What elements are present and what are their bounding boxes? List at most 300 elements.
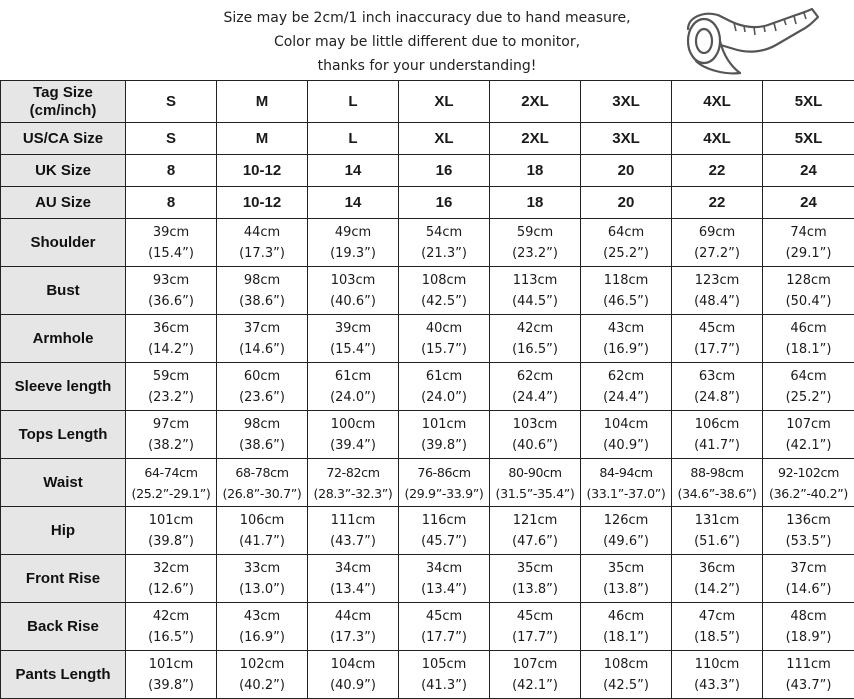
notice-line: Size may be 2cm/1 inch inaccuracy due to hand measure,: [180, 6, 674, 30]
notice-text: [180, 6, 674, 78]
measurement-cell: [399, 363, 490, 411]
size-cell: 10-12: [217, 155, 308, 187]
measurement-cell: [308, 411, 399, 459]
measurement-cell: [581, 267, 672, 315]
inch-value: (28.3”-32.3”): [308, 483, 398, 504]
measurement-cell: [126, 363, 217, 411]
inch-value: (29.9”-33.9”): [399, 483, 489, 504]
inch-value: (16.9”): [581, 339, 671, 360]
measurement-cell: [763, 555, 854, 603]
inch-value: (34.6”-38.6”): [672, 483, 762, 504]
measurement-cell: [581, 315, 672, 363]
size-cell: 14: [308, 187, 399, 219]
cm-value: 44cm: [217, 222, 307, 243]
cm-value: 64-74cm: [126, 462, 216, 483]
measurement-cell: [672, 603, 763, 651]
cm-value: 54cm: [399, 222, 489, 243]
inch-value: (23.6”): [217, 387, 307, 408]
measurement-cell: [399, 315, 490, 363]
measurement-cell: [308, 459, 399, 507]
inch-value: (39.4”): [308, 435, 398, 456]
size-cell: M: [217, 123, 308, 155]
cm-value: 43cm: [217, 606, 307, 627]
cm-value: 108cm: [581, 654, 671, 675]
measurement-cell: [217, 651, 308, 699]
inch-value: (25.2”-29.1”): [126, 483, 216, 504]
inch-value: (40.9”): [581, 435, 671, 456]
measurement-cell: [490, 555, 581, 603]
cm-value: 107cm: [763, 414, 854, 435]
inch-value: (13.4”): [308, 579, 398, 600]
inch-value: (19.3”): [308, 243, 398, 264]
measurement-cell: [217, 219, 308, 267]
inch-value: (39.8”): [126, 675, 216, 696]
inch-value: (40.9”): [308, 675, 398, 696]
cm-value: 101cm: [126, 510, 216, 531]
measurement-cell: [581, 411, 672, 459]
measurement-label: Waist: [1, 459, 126, 507]
size-cell: 24: [763, 187, 854, 219]
measurement-cell: [126, 651, 217, 699]
cm-value: 37cm: [217, 318, 307, 339]
measurement-cell: [581, 603, 672, 651]
inch-value: (23.2”): [490, 243, 580, 264]
size-cell: M: [217, 81, 308, 123]
cm-value: 97cm: [126, 414, 216, 435]
inch-value: (27.2”): [672, 243, 762, 264]
measurement-cell: [217, 459, 308, 507]
measurement-cell: [672, 411, 763, 459]
cm-value: 64cm: [581, 222, 671, 243]
cm-value: 101cm: [399, 414, 489, 435]
size-cell: 14: [308, 155, 399, 187]
measurement-cell: [672, 315, 763, 363]
measurement-cell: [217, 363, 308, 411]
inch-value: (31.5”-35.4”): [490, 483, 580, 504]
cm-value: 116cm: [399, 510, 489, 531]
notice-line: Color may be little different due to monitor,: [180, 30, 674, 54]
size-cell: 4XL: [672, 123, 763, 155]
measurement-cell: [763, 507, 854, 555]
inch-value: (14.6”): [763, 579, 854, 600]
cm-value: 37cm: [763, 558, 854, 579]
measurement-cell: [490, 363, 581, 411]
inch-value: (45.7”): [399, 531, 489, 552]
cm-value: 49cm: [308, 222, 398, 243]
cm-value: 104cm: [308, 654, 398, 675]
cm-value: 42cm: [126, 606, 216, 627]
measurement-cell: [581, 555, 672, 603]
inch-value: (13.4”): [399, 579, 489, 600]
cm-value: 121cm: [490, 510, 580, 531]
size-cell: 20: [581, 187, 672, 219]
measurement-row: [1, 555, 854, 603]
inch-value: (38.6”): [217, 435, 307, 456]
inch-value: (41.7”): [672, 435, 762, 456]
inch-value: (18.1”): [581, 627, 671, 648]
inch-value: (25.2”): [763, 387, 854, 408]
inch-value: (26.8”-30.7”): [217, 483, 307, 504]
inch-value: (18.5”): [672, 627, 762, 648]
inch-value: (17.7”): [672, 339, 762, 360]
measurement-cell: [308, 363, 399, 411]
cm-value: 43cm: [581, 318, 671, 339]
measurement-cell: [763, 459, 854, 507]
measurement-label: Hip: [1, 507, 126, 555]
measurement-cell: [490, 411, 581, 459]
cm-value: 59cm: [490, 222, 580, 243]
cm-value: 136cm: [763, 510, 854, 531]
row-label-text: Tag Size: [1, 84, 125, 102]
measurement-cell: [490, 603, 581, 651]
inch-value: (14.6”): [217, 339, 307, 360]
measurement-cell: [126, 219, 217, 267]
cm-value: 92-102cm: [763, 462, 854, 483]
measurement-cell: [763, 315, 854, 363]
inch-value: (38.6”): [217, 291, 307, 312]
size-cell: 8: [126, 155, 217, 187]
size-cell: 22: [672, 155, 763, 187]
row-label: [1, 81, 126, 123]
measurement-cell: [581, 651, 672, 699]
inch-value: (24.4”): [581, 387, 671, 408]
size-cell: 24: [763, 155, 854, 187]
measurement-cell: [672, 651, 763, 699]
cm-value: 34cm: [308, 558, 398, 579]
measurement-cell: [763, 411, 854, 459]
measurement-cell: [763, 219, 854, 267]
measurement-cell: [399, 267, 490, 315]
inch-value: (41.7”): [217, 531, 307, 552]
size-cell: 18: [490, 187, 581, 219]
cm-value: 68-78cm: [217, 462, 307, 483]
cm-value: 118cm: [581, 270, 671, 291]
measurement-cell: [217, 603, 308, 651]
inch-value: (39.8”): [126, 531, 216, 552]
cm-value: 128cm: [763, 270, 854, 291]
measurement-label: Shoulder: [1, 219, 126, 267]
size-header-row: [1, 187, 854, 219]
inch-value: (42.5”): [399, 291, 489, 312]
cm-value: 32cm: [126, 558, 216, 579]
measurement-cell: [672, 267, 763, 315]
cm-value: 110cm: [672, 654, 762, 675]
cm-value: 74cm: [763, 222, 854, 243]
size-chart-table: [0, 80, 854, 699]
cm-value: 62cm: [490, 366, 580, 387]
cm-value: 33cm: [217, 558, 307, 579]
inch-value: (16.5”): [490, 339, 580, 360]
measurement-cell: [490, 459, 581, 507]
size-cell: 5XL: [763, 81, 854, 123]
size-cell: L: [308, 123, 399, 155]
size-cell: 10-12: [217, 187, 308, 219]
measurement-cell: [763, 651, 854, 699]
inch-value: (51.6”): [672, 531, 762, 552]
row-label: [1, 187, 126, 219]
size-cell: 2XL: [490, 123, 581, 155]
inch-value: (43.7”): [763, 675, 854, 696]
cm-value: 93cm: [126, 270, 216, 291]
cm-value: 39cm: [308, 318, 398, 339]
inch-value: (50.4”): [763, 291, 854, 312]
cm-value: 101cm: [126, 654, 216, 675]
cm-value: 69cm: [672, 222, 762, 243]
inch-value: (42.1”): [490, 675, 580, 696]
measurement-cell: [126, 459, 217, 507]
measurement-cell: [672, 459, 763, 507]
cm-value: 103cm: [308, 270, 398, 291]
cm-value: 100cm: [308, 414, 398, 435]
inch-value: (25.2”): [581, 243, 671, 264]
measurement-cell: [308, 507, 399, 555]
measurement-cell: [581, 219, 672, 267]
measurement-cell: [763, 267, 854, 315]
cm-value: 131cm: [672, 510, 762, 531]
measurement-cell: [308, 651, 399, 699]
inch-value: (18.9”): [763, 627, 854, 648]
measurement-label: Front Rise: [1, 555, 126, 603]
measurement-cell: [217, 507, 308, 555]
cm-value: 105cm: [399, 654, 489, 675]
size-cell: XL: [399, 123, 490, 155]
inch-value: (15.7”): [399, 339, 489, 360]
cm-value: 126cm: [581, 510, 671, 531]
inch-value: (23.2”): [126, 387, 216, 408]
inch-value: (15.4”): [308, 339, 398, 360]
measurement-label: Back Rise: [1, 603, 126, 651]
cm-value: 80-90cm: [490, 462, 580, 483]
cm-value: 45cm: [399, 606, 489, 627]
measurement-cell: [399, 219, 490, 267]
inch-value: (18.1”): [763, 339, 854, 360]
row-label-text: AU Size: [1, 194, 125, 212]
inch-value: (16.9”): [217, 627, 307, 648]
header-banner: [0, 0, 854, 80]
cm-value: 62cm: [581, 366, 671, 387]
inch-value: (13.8”): [581, 579, 671, 600]
cm-value: 108cm: [399, 270, 489, 291]
cm-value: 46cm: [581, 606, 671, 627]
cm-value: 42cm: [490, 318, 580, 339]
size-cell: 16: [399, 155, 490, 187]
size-cell: 16: [399, 187, 490, 219]
measurement-cell: [672, 219, 763, 267]
measurement-cell: [581, 363, 672, 411]
size-cell: S: [126, 81, 217, 123]
measurement-cell: [126, 603, 217, 651]
measurement-cell: [126, 267, 217, 315]
measurement-cell: [672, 555, 763, 603]
size-cell: L: [308, 81, 399, 123]
size-cell: 22: [672, 187, 763, 219]
measurement-cell: [308, 315, 399, 363]
measurement-row: [1, 219, 854, 267]
inch-value: (41.3”): [399, 675, 489, 696]
measurement-cell: [399, 459, 490, 507]
inch-value: (17.7”): [490, 627, 580, 648]
cm-value: 76-86cm: [399, 462, 489, 483]
size-cell: 4XL: [672, 81, 763, 123]
cm-value: 64cm: [763, 366, 854, 387]
inch-value: (44.5”): [490, 291, 580, 312]
cm-value: 111cm: [308, 510, 398, 531]
inch-value: (14.2”): [126, 339, 216, 360]
size-header-row: [1, 155, 854, 187]
measurement-row: [1, 411, 854, 459]
measurement-cell: [672, 507, 763, 555]
cm-value: 48cm: [763, 606, 854, 627]
measurement-cell: [490, 651, 581, 699]
cm-value: 61cm: [308, 366, 398, 387]
cm-value: 35cm: [490, 558, 580, 579]
cm-value: 113cm: [490, 270, 580, 291]
measurement-cell: [490, 219, 581, 267]
measurement-cell: [126, 507, 217, 555]
measurement-row: [1, 603, 854, 651]
measurement-cell: [126, 555, 217, 603]
inch-value: (12.6”): [126, 579, 216, 600]
inch-value: (49.6”): [581, 531, 671, 552]
inch-value: (16.5”): [126, 627, 216, 648]
inch-value: (53.5”): [763, 531, 854, 552]
cm-value: 88-98cm: [672, 462, 762, 483]
cm-value: 102cm: [217, 654, 307, 675]
cm-value: 39cm: [126, 222, 216, 243]
row-label: [1, 123, 126, 155]
cm-value: 60cm: [217, 366, 307, 387]
inch-value: (39.8”): [399, 435, 489, 456]
measurement-row: [1, 315, 854, 363]
cm-value: 123cm: [672, 270, 762, 291]
cm-value: 59cm: [126, 366, 216, 387]
measurement-cell: [399, 555, 490, 603]
cm-value: 111cm: [763, 654, 854, 675]
measurement-cell: [217, 411, 308, 459]
inch-value: (38.2”): [126, 435, 216, 456]
inch-value: (17.3”): [308, 627, 398, 648]
cm-value: 106cm: [217, 510, 307, 531]
measurement-cell: [672, 363, 763, 411]
measurement-cell: [308, 219, 399, 267]
row-label-text: UK Size: [1, 162, 125, 180]
measurement-label: Armhole: [1, 315, 126, 363]
inch-value: (48.4”): [672, 291, 762, 312]
cm-value: 103cm: [490, 414, 580, 435]
cm-value: 44cm: [308, 606, 398, 627]
inch-value: (17.7”): [399, 627, 489, 648]
measurement-row: [1, 363, 854, 411]
measurement-cell: [490, 507, 581, 555]
cm-value: 72-82cm: [308, 462, 398, 483]
inch-value: (43.7”): [308, 531, 398, 552]
inch-value: (13.0”): [217, 579, 307, 600]
inch-value: (46.5”): [581, 291, 671, 312]
inch-value: (14.2”): [672, 579, 762, 600]
row-label: [1, 155, 126, 187]
measurement-cell: [581, 459, 672, 507]
inch-value: (17.3”): [217, 243, 307, 264]
size-cell: 5XL: [763, 123, 854, 155]
measurement-cell: [308, 267, 399, 315]
measurement-cell: [126, 411, 217, 459]
inch-value: (29.1”): [763, 243, 854, 264]
measurement-cell: [308, 603, 399, 651]
notice-line: thanks for your understanding!: [180, 54, 674, 78]
cm-value: 36cm: [126, 318, 216, 339]
cm-value: 47cm: [672, 606, 762, 627]
measurement-label: Bust: [1, 267, 126, 315]
inch-value: (40.2”): [217, 675, 307, 696]
size-cell: 18: [490, 155, 581, 187]
inch-value: (47.6”): [490, 531, 580, 552]
measurement-cell: [217, 315, 308, 363]
measurement-cell: [399, 411, 490, 459]
measurement-cell: [308, 555, 399, 603]
size-cell: XL: [399, 81, 490, 123]
measurement-row: [1, 459, 854, 507]
size-cell: 2XL: [490, 81, 581, 123]
cm-value: 61cm: [399, 366, 489, 387]
cm-value: 106cm: [672, 414, 762, 435]
size-cell: 3XL: [581, 123, 672, 155]
inch-value: (24.0”): [308, 387, 398, 408]
measuring-tape-icon: [684, 3, 824, 79]
measurement-cell: [490, 315, 581, 363]
cm-value: 104cm: [581, 414, 671, 435]
cm-value: 98cm: [217, 414, 307, 435]
size-cell: 20: [581, 155, 672, 187]
inch-value: (36.6”): [126, 291, 216, 312]
measurement-cell: [490, 267, 581, 315]
measurement-label: Pants Length: [1, 651, 126, 699]
measurement-label: Sleeve length: [1, 363, 126, 411]
measurement-cell: [399, 507, 490, 555]
inch-value: (33.1”-37.0”): [581, 483, 671, 504]
measurement-cell: [399, 651, 490, 699]
measurement-cell: [217, 267, 308, 315]
inch-value: (24.8”): [672, 387, 762, 408]
measurement-cell: [763, 363, 854, 411]
inch-value: (36.2”-40.2”): [763, 483, 854, 504]
size-header-row: [1, 123, 854, 155]
inch-value: (40.6”): [490, 435, 580, 456]
inch-value: (24.0”): [399, 387, 489, 408]
inch-value: (43.3”): [672, 675, 762, 696]
cm-value: 98cm: [217, 270, 307, 291]
measurement-row: [1, 267, 854, 315]
cm-value: 107cm: [490, 654, 580, 675]
inch-value: (24.4”): [490, 387, 580, 408]
cm-value: 34cm: [399, 558, 489, 579]
size-header-row: [1, 81, 854, 123]
size-cell: 3XL: [581, 81, 672, 123]
measurement-cell: [763, 603, 854, 651]
measurement-cell: [581, 507, 672, 555]
measurement-row: [1, 651, 854, 699]
row-label-text: (cm/inch): [1, 102, 125, 120]
measurement-cell: [217, 555, 308, 603]
inch-value: (21.3”): [399, 243, 489, 264]
row-label-text: US/CA Size: [1, 130, 125, 148]
cm-value: 40cm: [399, 318, 489, 339]
cm-value: 84-94cm: [581, 462, 671, 483]
cm-value: 45cm: [672, 318, 762, 339]
inch-value: (15.4”): [126, 243, 216, 264]
size-cell: 8: [126, 187, 217, 219]
inch-value: (13.8”): [490, 579, 580, 600]
measurement-row: [1, 507, 854, 555]
